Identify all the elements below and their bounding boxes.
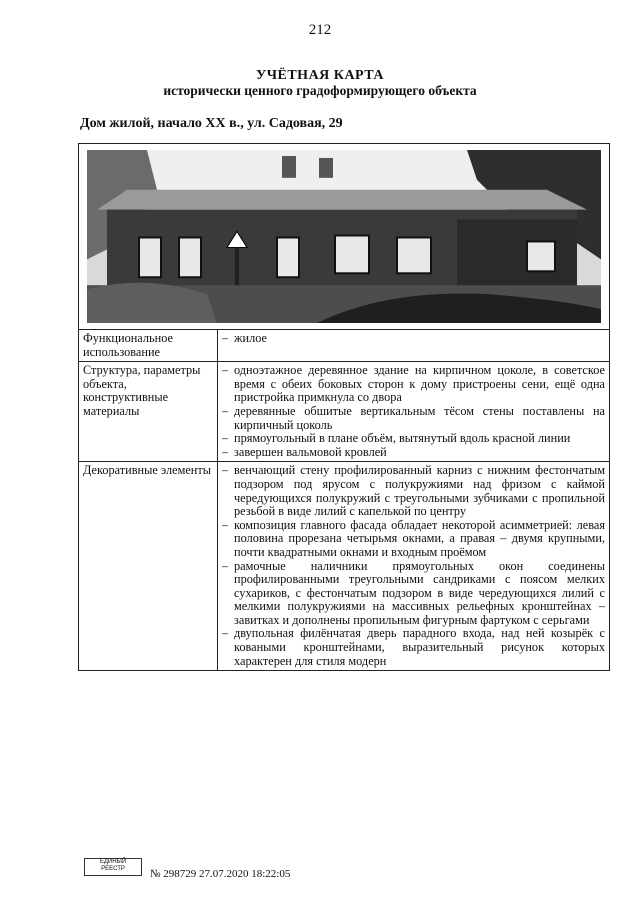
list-item: – двупольная филёнчатая дверь парадного входа, над ней козырёк с коваными кронштейнами, выразительный рисунок которых характерен для стиля модерн: [222, 627, 605, 668]
building-photo-illustration: [87, 150, 601, 323]
card-title: УЧЁТНАЯ КАРТА: [255, 68, 385, 83]
registry-stamp: ЕДИНЫЙ РЕЕСТР: [84, 858, 142, 876]
object-name: Дом жилой, начало XX в., ул. Садовая, 29: [80, 116, 343, 131]
list-item: – прямоугольный в плане объём, вытянутый вдоль красной линии: [222, 432, 605, 446]
document-footer: № 298729 27.07.2020 18:22:05: [150, 868, 291, 880]
attributes-table: [79, 330, 609, 670]
list-item: – рамочные наличники прямоугольных окон соединены профилированными треугольными сандриками с поясом мелких сухариков, с фестончатым подзором в виде чередующихся лилий с мелкими полукружиями на массивных рельефных кронштейнах – завитках и дополнены пропильным фигурным фартуком с серьгами: [222, 560, 605, 628]
page-number: 212: [308, 22, 332, 38]
list-item: – деревянные обшитые вертикальным тёсом стены поставлены на кирпичный цоколь: [222, 405, 605, 432]
row-value: [218, 462, 610, 670]
row-label: Функциональное использование: [79, 330, 218, 362]
list-item: – композиция главного фасада обладает некоторой асимметрией: левая половина прорезана четырьмя окнами, а правая – двумя крупными, почти квадратными окнами и входным проёмом: [222, 519, 605, 560]
list-item: – венчающий стену профилированный карниз с нижним фестончатым подзором под ярусом с полукружиями над фризом с каймой чередующихся полукружий с треугольными зубчиками с пропильной резьбой в виде лилий с капелькой по центру: [222, 464, 605, 518]
list-item: – завершен вальмовой кровлей: [222, 446, 605, 460]
table-row: [79, 330, 609, 362]
row-value: [218, 362, 610, 462]
table-row: [79, 462, 609, 670]
building-photo: [79, 144, 609, 330]
row-label: Структура, параметры объекта, конструктивные материалы: [79, 362, 218, 462]
row-label: Декоративные элементы: [79, 462, 218, 670]
record-card: [78, 143, 610, 671]
row-value: [218, 330, 610, 362]
list-item: – одноэтажное деревянное здание на кирпичном цоколе, в советское время с обеих боковых сторон к дому пристроены сени, ещё одна пристройка примкнула со двора: [222, 364, 605, 405]
table-row: [79, 362, 609, 462]
card-subtitle: исторически ценного градоформирующего объекта: [163, 83, 477, 98]
list-item: – жилое: [222, 332, 605, 346]
